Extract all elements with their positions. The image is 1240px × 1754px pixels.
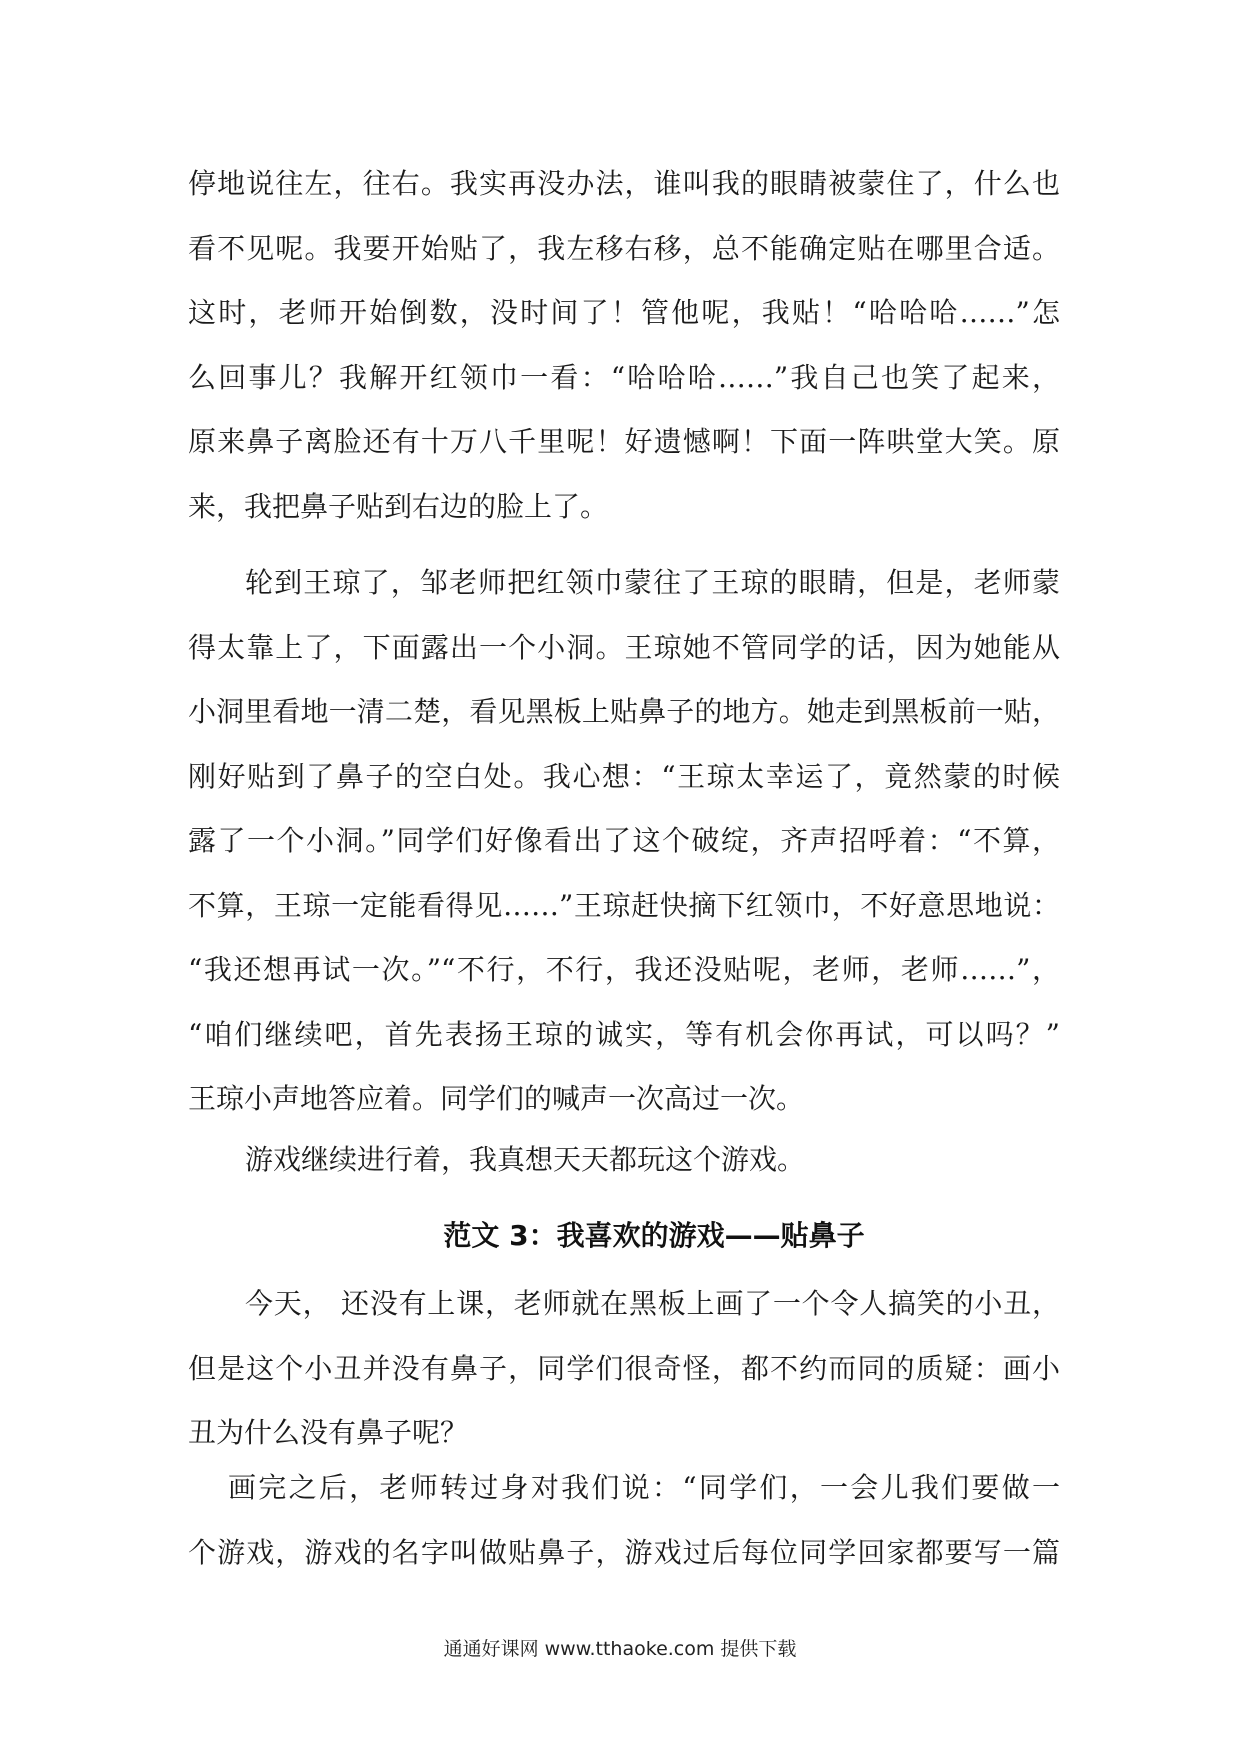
text-line: 来，我把鼻子贴到右边的脸上了。 bbox=[188, 489, 609, 523]
text-line: 停地说往左，往右。我实再没办法，谁叫我的眼睛被蒙住了，什么也 bbox=[188, 167, 1060, 200]
section-heading: 范文 3：我喜欢的游戏——贴鼻子 bbox=[443, 1219, 865, 1252]
text-line: 这时，老师开始倒数，没时间了！管他呢，我贴！“哈哈哈……”怎 bbox=[188, 296, 1060, 329]
text-line: 画完之后，老师转过身对我们说：“同学们，一会儿我们要做一 bbox=[228, 1471, 1060, 1504]
text-line: 个游戏，游戏的名字叫做贴鼻子，游戏过后每位同学回家都要写一篇 bbox=[188, 1535, 1060, 1569]
text-line: “我还想再试一次。”“不行，不行，我还没贴呢，老师，老师……”， bbox=[188, 953, 1060, 986]
page-footer: 通通好课网 www.tthaoke.com 提供下载 bbox=[443, 1638, 797, 1660]
text-line: 看不见呢。我要开始贴了，我左移右移，总不能确定贴在哪里合适。 bbox=[188, 231, 1060, 265]
paragraph-5 bbox=[188, 1456, 1060, 1585]
text-line: 丑为什么没有鼻子呢？ bbox=[188, 1416, 469, 1449]
text-line: 王琼小声地答应着。同学们的喊声一次高过一次。 bbox=[188, 1082, 805, 1115]
text-line: 得太靠上了，下面露出一个小洞。王琼她不管同学的话，因为她能从 bbox=[188, 630, 1060, 664]
text-line: 原来鼻子离脸还有十万八千里呢！好遗憾啊！下面一阵哄堂大笑。原 bbox=[188, 425, 1060, 458]
text-line: 轮到王琼了，邹老师把红领巾蒙往了王琼的眼睛，但是，老师蒙 bbox=[245, 566, 1060, 599]
text-line: 今天， 还没有上课，老师就在黑板上画了一个令人搞笑的小丑， bbox=[245, 1287, 1060, 1320]
text-line: 但是这个小丑并没有鼻子，同学们很奇怪，都不约而同的质疑：画小 bbox=[188, 1351, 1060, 1385]
text-line: “咱们继续吧，首先表扬王琼的诚实，等有机会你再试，可以吗？” bbox=[188, 1017, 1060, 1051]
text-line: 小洞里看地一清二楚，看见黑板上贴鼻子的地方。她走到黑板前一贴， bbox=[188, 695, 1060, 728]
paragraph-4 bbox=[188, 1272, 1060, 1466]
text-line: 不算，王琼一定能看得见……”王琼赶快摘下红领巾，不好意思地说： bbox=[188, 888, 1060, 922]
paragraph-3 bbox=[188, 1128, 1060, 1193]
text-line: 刚好贴到了鼻子的空白处。我心想：“王琼太幸运了，竟然蒙的时候 bbox=[188, 759, 1060, 793]
paragraph-2 bbox=[188, 551, 1060, 1132]
paragraph-1 bbox=[188, 152, 1060, 539]
text-line: 露了一个小洞。”同学们好像看出了这个破绽，齐声招呼着：“不算， bbox=[188, 824, 1060, 857]
text-line: 游戏继续进行着，我真想天天都玩这个游戏。 bbox=[245, 1143, 806, 1176]
text-line: 么回事儿？我解开红领巾一看：“哈哈哈……”我自己也笑了起来， bbox=[188, 360, 1060, 394]
